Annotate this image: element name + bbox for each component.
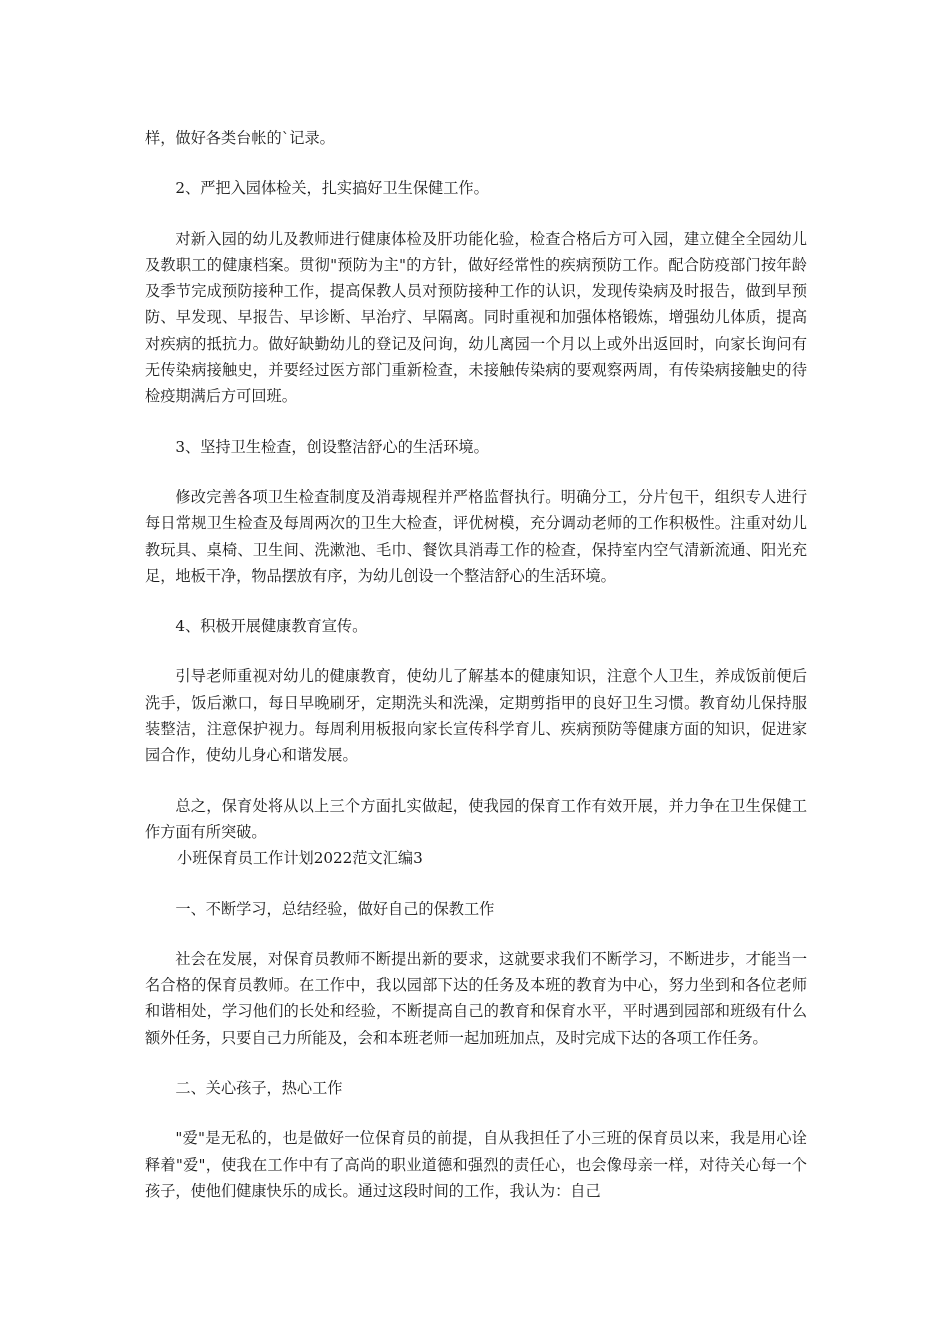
section-heading-one: 一、不断学习，总结经验，做好自己的保教工作 — [175, 899, 495, 918]
paragraph-caring-children: "爱"是无私的，也是做好一位保育员的前提，自从我担任了小三班的保育员以来，我是用心诠释着"爱"，使我在工作中有了高尚的职业道德和强烈的责任心，也会像母亲一样，对待关心每一个孩子，使他们健康快乐的成长。通过这段时间的工作，我认为：自己 — [145, 1129, 807, 1200]
section-heading-3: 3、坚持卫生检查，创设整洁舒心的生活环境。 — [175, 437, 489, 456]
paragraph-hygiene-inspection: 修改完善各项卫生检查制度及消毒规程并严格监督执行。明确分工，分片包干，组织专人进行每日常规卫生检查及每周两次的卫生大检查，评优树模，充分调动老师的工作积极性。注重对幼儿教玩具、桌椅、卫生间、洗漱池、毛巾、餐饮具消毒工作的检查，保持室内空气清新流通、阳光充足，地板干净，物品摆放有序，为幼儿创设一个整洁舒心的生活环境。 — [145, 487, 807, 585]
section-heading-2: 2、严把入园体检关，扎实搞好卫生保健工作。 — [175, 179, 489, 198]
section-heading-two: 二、关心孩子，热心工作 — [175, 1079, 343, 1098]
paragraph-health-check: 对新入园的幼儿及教师进行健康体检及肝功能化验，检查合格后方可入园，建立健全全园幼儿及教职工的健康档案。贯彻"预防为主"的方针，做好经常性的疾病预防工作。配合防疫部门按年龄及季节完成预防接种工作，提高保教人员对预防接种工作的认识，发现传染病及时报告，做到早预防、早发现、早报告、早诊断、早治疗、早隔离。同时重视和加强体格锻炼，增强幼儿体质，提高对疾病的抵抗力。做好缺勤幼儿的登记及问询，幼儿离园一个月以上或外出返回时，向家长询问有无传染病接触史，并要经过医方部门重新检查，未接触传染病的要观察两周，有传染病接触史的待检疫期满后方可回班。 — [145, 229, 807, 406]
paragraph-continuous-learning: 社会在发展，对保育员教师不断提出新的要求，这就要求我们不断学习，不断进步，才能当一名合格的保育员教师。在工作中，我以园部下达的任务及本班的教育为中心，努力坐到和各位老师和谐相处，学习他们的长处和经验，不断提高自己的教育和保育水平，平时遇到园部和班级有什么额外任务，只要自己力所能及，会和本班老师一起加班加点，及时完成下达的各项工作任务。 — [145, 949, 807, 1047]
document-subtitle: 小班保育员工作计划2022范文汇编3 — [177, 849, 423, 868]
section-heading-4: 4、积极开展健康教育宣传。 — [175, 617, 368, 636]
paragraph-summary: 总之，保育处将从以上三个方面扎实做起，使我园的保育工作有效开展，并力争在卫生保健工作方面有所突破。 — [145, 796, 807, 841]
document-body — [145, 125, 807, 1228]
paragraph-health-education: 引导老师重视对幼儿的健康教育，使幼儿了解基本的健康知识，注意个人卫生，养成饭前便后洗手，饭后漱口，每日早晚刷牙，定期洗头和洗澡，定期剪指甲的良好卫生习惯。教育幼儿保持服装整洁，注意保护视力。每周利用板报向家长宣传科学育儿、疾病预防等健康方面的知识，促进家园合作，使幼儿身心和谐发展。 — [145, 667, 807, 765]
paragraph-continuation: 样，做好各类台帐的`记录。 — [145, 129, 335, 147]
